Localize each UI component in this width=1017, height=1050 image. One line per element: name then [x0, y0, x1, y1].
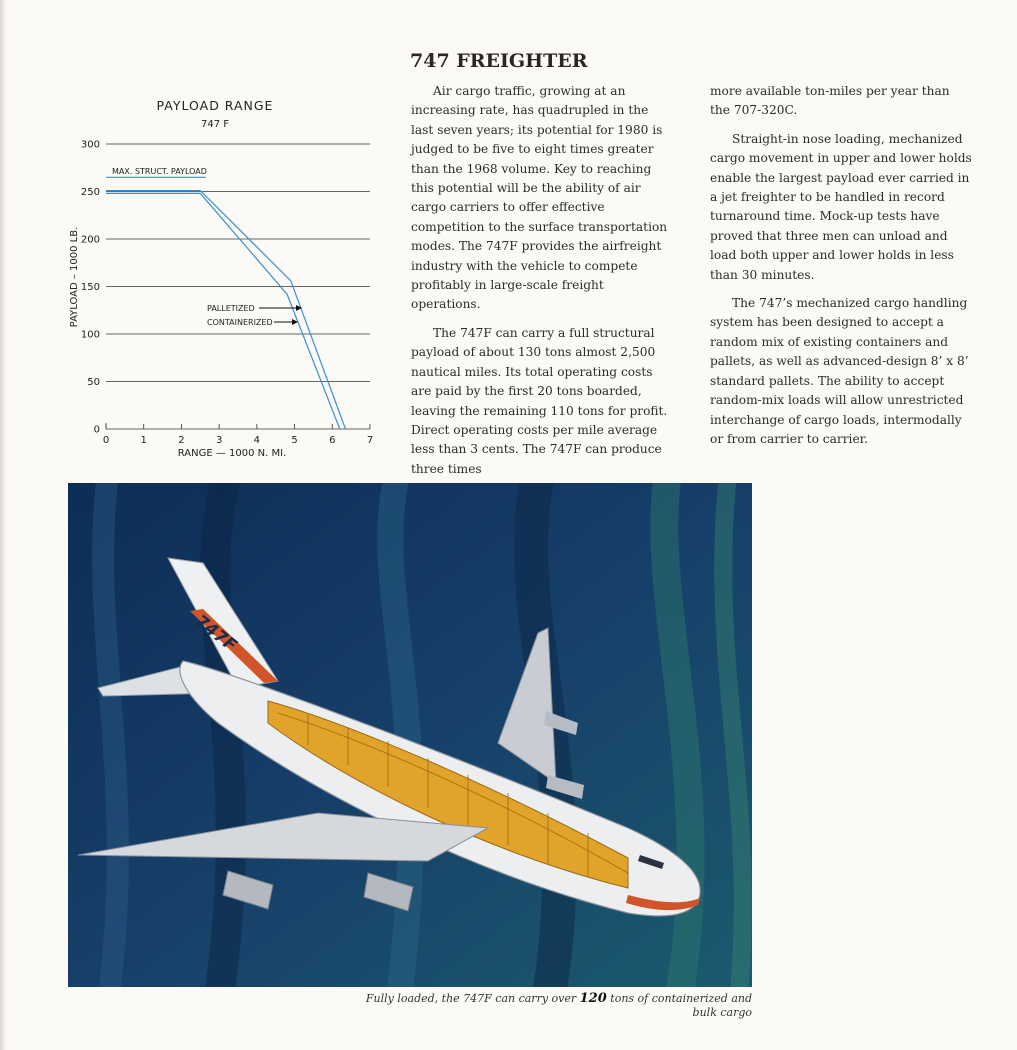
chart-gridlines — [106, 144, 370, 382]
label-palletized — [207, 304, 302, 313]
x-tick-label: 5 — [291, 435, 298, 446]
y-tick-label: 100 — [80, 329, 100, 341]
chart-title: PAYLOAD RANGE — [156, 98, 274, 113]
x-tick-label: 4 — [253, 435, 261, 446]
label-containerized — [207, 318, 298, 327]
illustration-caption — [340, 991, 752, 1019]
x-tick-label: 7 — [366, 435, 374, 446]
article-column-1 — [411, 82, 669, 488]
paragraph: Straight-in nose loading, mechanized cargo movement in upper and lower holds enable the largest payload ever carried in a jet freighter to be handled in record turnaround time. Mock-up tests have proved that three men can unload and load both upper and lower holds in less than 30 minutes. — [710, 131, 972, 282]
page-title: 747 FREIGHTER — [410, 50, 588, 72]
caption-text-before: Fully loaded, the 747F can carry over — [365, 992, 580, 1005]
article-column-2 — [710, 82, 972, 458]
y-tick-labels — [81, 140, 100, 436]
chart-subtitle: 747 F — [200, 119, 230, 130]
y-tick-label: 50 — [87, 377, 100, 388]
page-edge-shadow — [0, 0, 6, 1050]
x-axis-label: RANGE — 1000 N. MI. — [177, 448, 287, 459]
x-tick-label: 1 — [140, 435, 147, 446]
freighter-illustration — [68, 483, 752, 987]
y-tick-label: 0 — [93, 424, 100, 436]
tail-text: 747F — [190, 611, 241, 656]
payload-range-chart — [60, 92, 390, 467]
x-tick-label: 2 — [178, 435, 185, 446]
y-tick-label: 200 — [80, 234, 100, 246]
paragraph: The 747’s mechanized cargo handling system has been designed to accept a random mix of existing containers and pallets, as well as advanced-design 8’ x 8’ standard pallets. The ability to accept random-mix loads will allow unrestricted interchange of cargo loads, intermodally or from carrier to carrier. — [710, 296, 969, 446]
x-tick-label: 6 — [329, 435, 336, 446]
containerized-label: CONTAINERIZED — [207, 318, 273, 327]
caption-text-after: tons of containerized and bulk cargo — [606, 992, 752, 1019]
x-tick-label: 3 — [215, 435, 223, 446]
y-tick-label: 300 — [80, 139, 100, 151]
paragraph: more available ton-miles per year than the 707-320C. — [710, 84, 950, 118]
caption-number: 120 — [579, 991, 607, 1006]
paragraph: The 747F can carry a full structural payload of about 130 tons almost 2,500 nautical miles. Its total operating costs are paid by the first 20 tons boarded, leaving the remaining 110 tons for profit. Direct operating costs per mile average less than 3 cents. The 747F can produce three times — [411, 325, 668, 476]
x-axis — [103, 423, 373, 446]
y-tick-label: 250 — [80, 187, 100, 198]
y-axis-label: PAYLOAD – 1000 LB. — [69, 226, 80, 328]
annotation-max-struct-payload: MAX. STRUCT. PAYLOAD — [112, 167, 207, 176]
paragraph: Air cargo traffic, growing at an increasing rate, has quadrupled in the last seven years; its potential for 1980 is judged to be five to eight times greater than the 1968 volume. Key to reaching this potential will be the ability of air cargo carriers to offer effective competition to the surface transportation modes. The 747F provides the airfreight industry with the vehicle to compete profitably in large-scale freight operations. — [411, 84, 668, 312]
palletized-label: PALLETIZED — [207, 304, 255, 313]
y-tick-label: 150 — [80, 282, 100, 293]
x-tick-label: 0 — [102, 435, 110, 446]
